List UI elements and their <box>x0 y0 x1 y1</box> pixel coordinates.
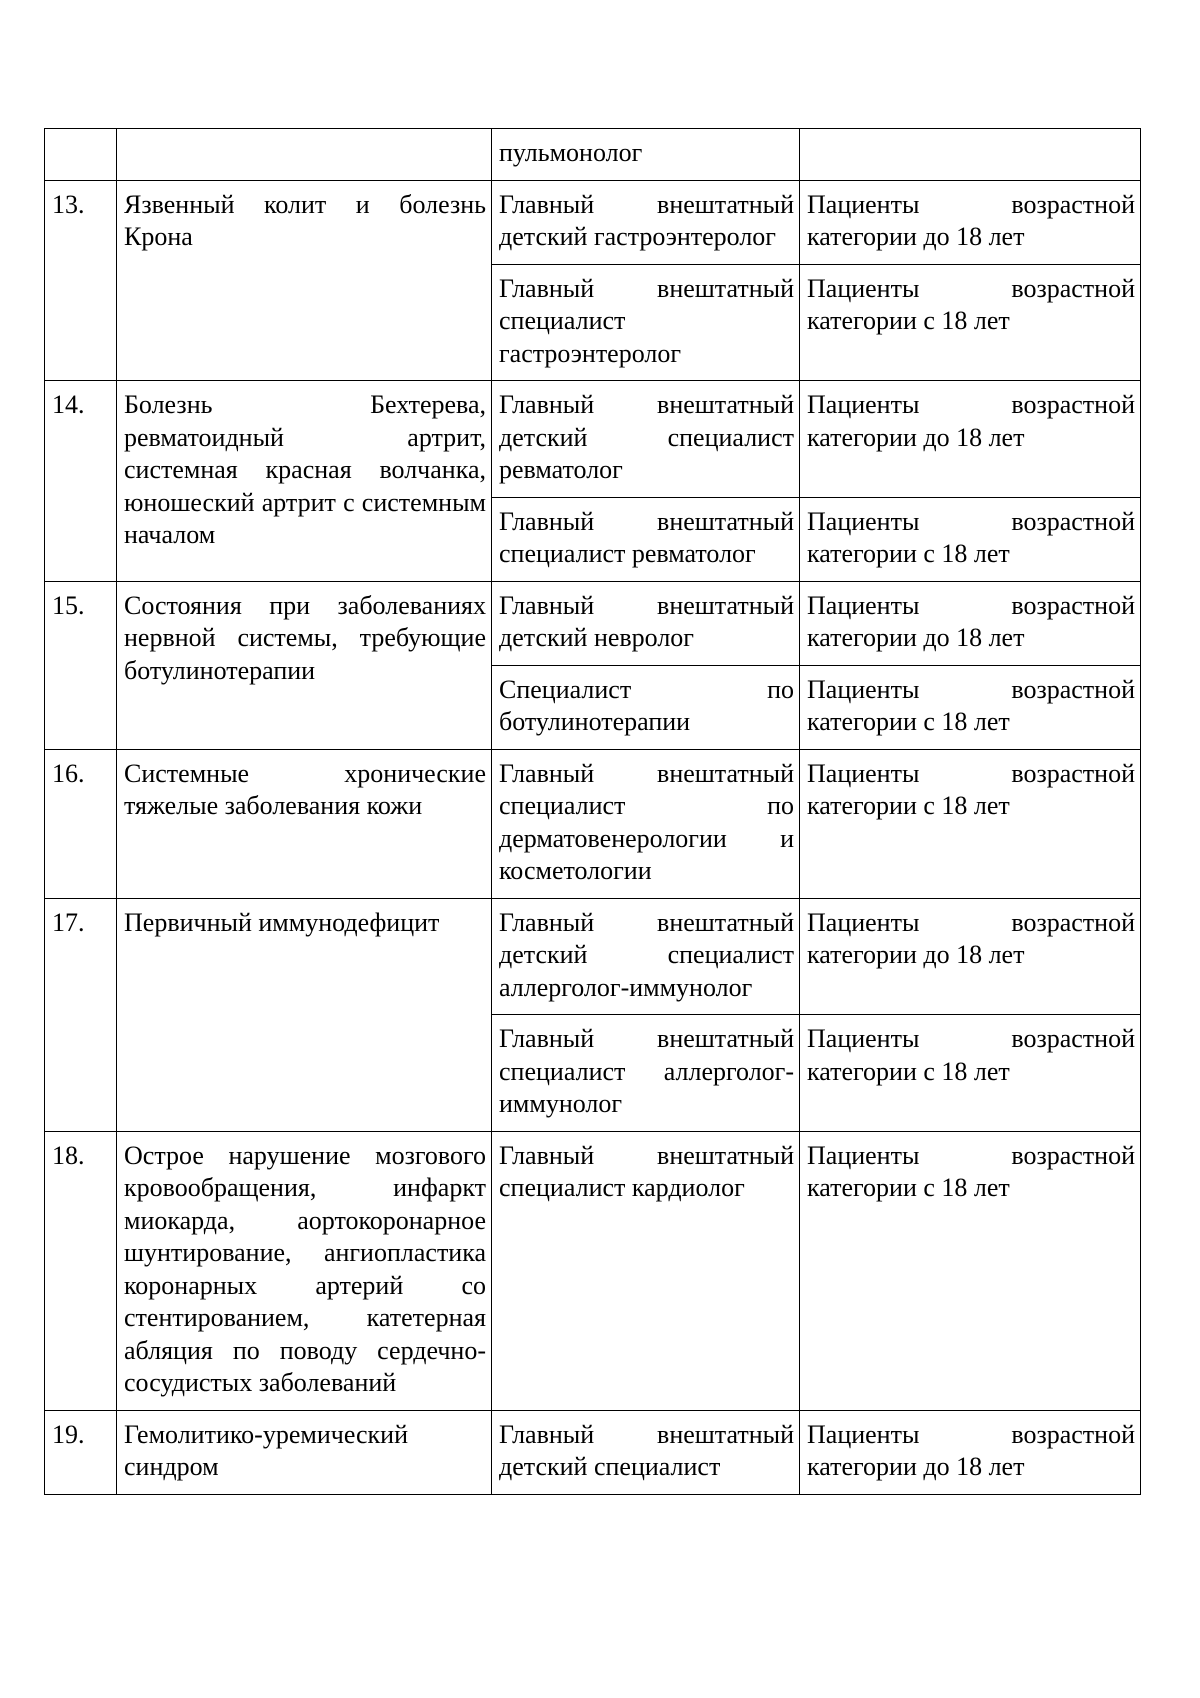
specialist-cell: Главный внештатный специалист аллерголог-иммунолог <box>492 1015 800 1132</box>
specialist-cell: Главный внештатный специалист кардиолог <box>492 1131 800 1410</box>
disease-cell: Язвенный колит и болезнь Крона <box>117 180 492 381</box>
row-number <box>45 129 117 181</box>
patient-category-cell: Пациенты возрастной категории до 18 лет <box>800 180 1141 264</box>
disease-cell: Острое нарушение мозгового кровообращения, инфаркт миокарда, аортокоронарное шунтирование, ангиопластика коронарных артерий со стентированием, катетерная абляция по поводу сердечно-сосудистых заболеваний <box>117 1131 492 1410</box>
disease-cell: Болезнь Бехтерева, ревматоидный артрит, системная красная волчанка, юношеский артрит с системным началом <box>117 381 492 582</box>
patient-category-cell: Пациенты возрастной категории с 18 лет <box>800 497 1141 581</box>
patient-category-cell: Пациенты возрастной категории до 18 лет <box>800 898 1141 1015</box>
row-number: 14. <box>45 381 117 582</box>
specialist-cell: Главный внештатный детский специалист аллерголог-иммунолог <box>492 898 800 1015</box>
table-row <box>45 129 1141 181</box>
disease-cell: Первичный иммунодефицит <box>117 898 492 1131</box>
patient-category-cell: Пациенты возрастной категории до 18 лет <box>800 1410 1141 1494</box>
row-number: 13. <box>45 180 117 381</box>
patient-category-cell: Пациенты возрастной категории с 18 лет <box>800 749 1141 898</box>
patient-category-cell: Пациенты возрастной категории до 18 лет <box>800 581 1141 665</box>
patient-category-cell: Пациенты возрастной категории до 18 лет <box>800 381 1141 498</box>
patient-category-cell <box>800 129 1141 181</box>
table-row <box>45 898 1141 1015</box>
disease-cell: Системные хронические тяжелые заболевания кожи <box>117 749 492 898</box>
specialists-table <box>44 128 1141 1495</box>
table-row <box>45 1410 1141 1494</box>
patient-category-cell: Пациенты возрастной категории с 18 лет <box>800 264 1141 381</box>
specialist-cell: Главный внештатный специалист по дерматовенерологии и косметологии <box>492 749 800 898</box>
disease-cell <box>117 129 492 181</box>
row-number: 19. <box>45 1410 117 1494</box>
patient-category-cell: Пациенты возрастной категории с 18 лет <box>800 665 1141 749</box>
specialist-cell: Главный внештатный детский гастроэнтеролог <box>492 180 800 264</box>
row-number: 16. <box>45 749 117 898</box>
specialist-cell: Главный внештатный специалист гастроэнтеролог <box>492 264 800 381</box>
disease-cell: Гемолитико-уремический синдром <box>117 1410 492 1494</box>
table-row <box>45 1131 1141 1410</box>
table-row <box>45 749 1141 898</box>
table-row <box>45 180 1141 264</box>
specialist-cell: Главный внештатный детский специалист ревматолог <box>492 381 800 498</box>
specialist-cell: пульмонолог <box>492 129 800 181</box>
table-row <box>45 381 1141 498</box>
row-number: 17. <box>45 898 117 1131</box>
row-number: 15. <box>45 581 117 749</box>
disease-cell: Состояния при заболеваниях нервной системы, требующие ботулинотерапии <box>117 581 492 749</box>
specialist-cell: Главный внештатный детский специалист <box>492 1410 800 1494</box>
specialist-cell: Специалист по ботулинотерапии <box>492 665 800 749</box>
table-body <box>45 129 1141 1495</box>
specialist-cell: Главный внештатный специалист ревматолог <box>492 497 800 581</box>
table-row <box>45 581 1141 665</box>
patient-category-cell: Пациенты возрастной категории с 18 лет <box>800 1015 1141 1132</box>
specialist-cell: Главный внештатный детский невролог <box>492 581 800 665</box>
patient-category-cell: Пациенты возрастной категории с 18 лет <box>800 1131 1141 1410</box>
row-number: 18. <box>45 1131 117 1410</box>
